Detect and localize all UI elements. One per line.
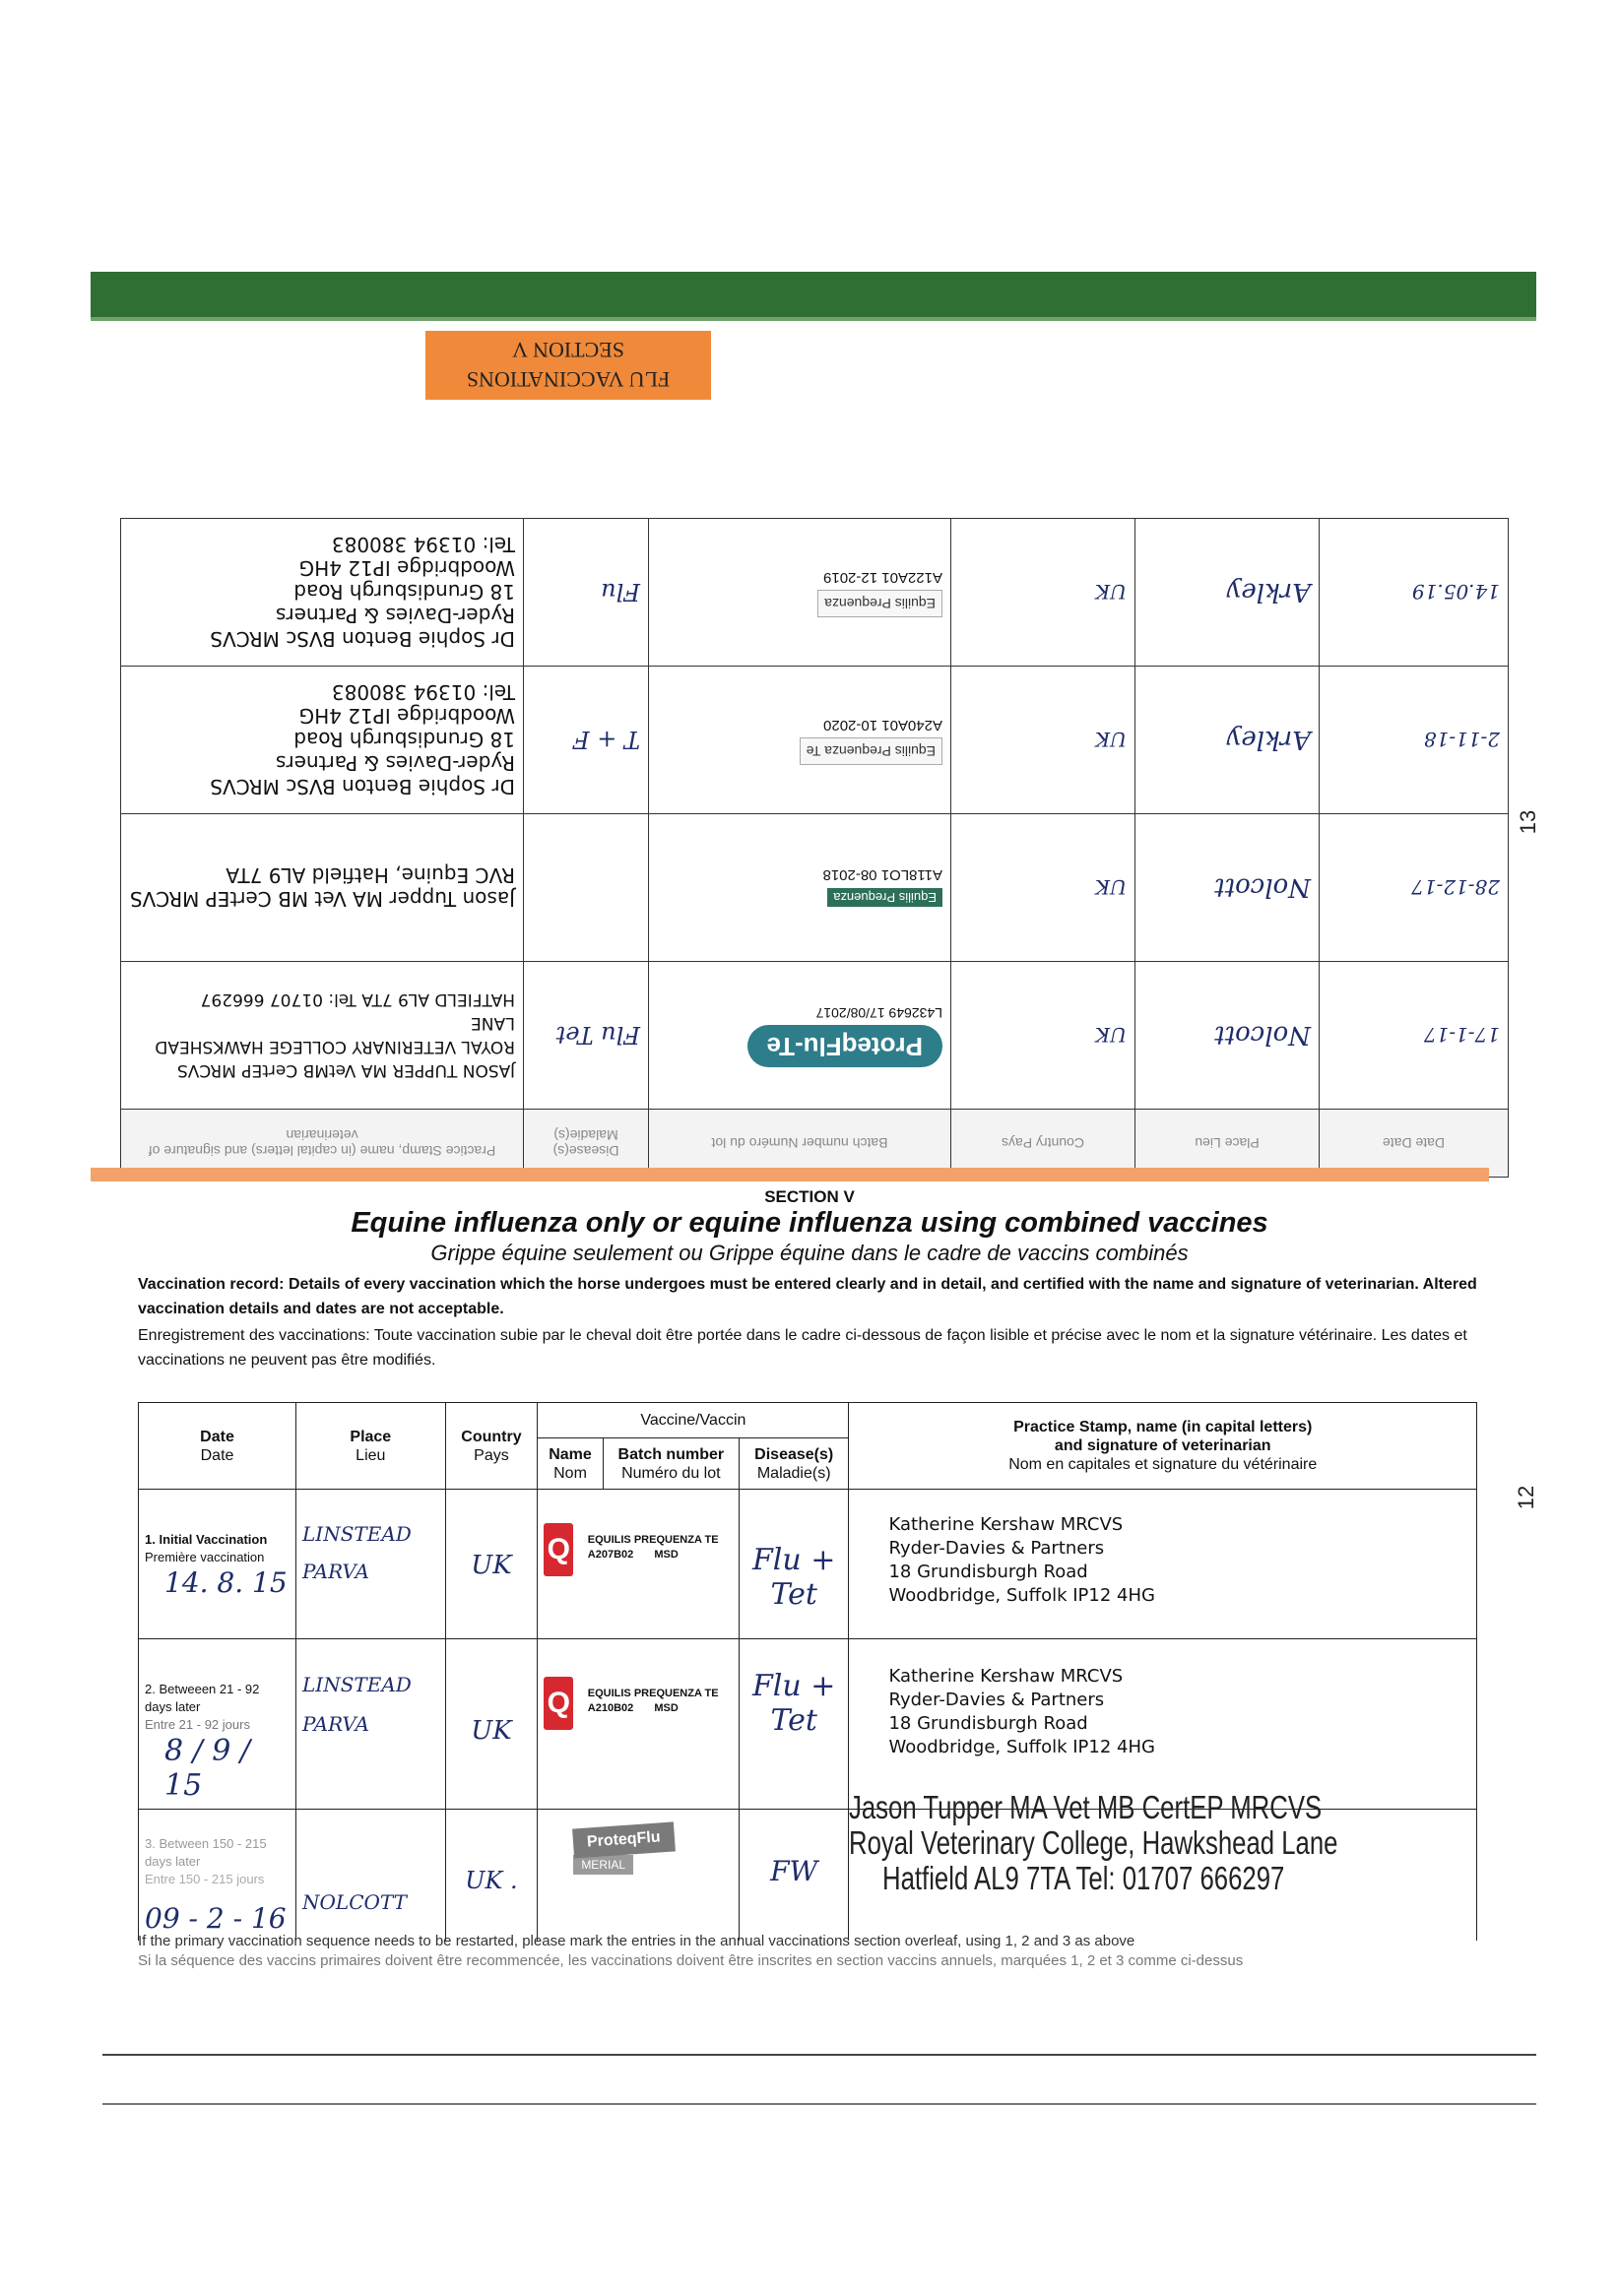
stamp-line: Dr Sophie Benton BVSc MRCVS xyxy=(210,775,515,799)
stamp-line: Ryder-Davies & Partners xyxy=(888,1538,1105,1559)
vet-stamp xyxy=(121,814,524,962)
row-country: UK . xyxy=(445,1810,538,1942)
row-date: 28-12-17 xyxy=(1320,814,1509,962)
stamp-line: Tel: 01394 380083 xyxy=(331,680,515,705)
stamp-line: Tel: 01394 380083 xyxy=(331,533,515,557)
stamp-line: Woodbridge IP12 4HG xyxy=(298,556,515,581)
row-place: Nolcott xyxy=(1135,962,1320,1110)
vaccine-q-icon: Q xyxy=(544,1523,573,1576)
row-country: UK xyxy=(445,1639,538,1810)
page-number-12: 12 xyxy=(1514,1485,1539,1510)
row-country: UK xyxy=(951,519,1135,667)
bottom-rule-1 xyxy=(102,2054,1536,2056)
row-date: 14.05.19 xyxy=(1320,519,1509,667)
batch-number: A207B02 xyxy=(587,1549,634,1561)
vaccine-label: ProteqFlu-Te xyxy=(747,1026,942,1068)
table-row xyxy=(121,667,1509,814)
row-place: Nolcott xyxy=(1135,814,1320,962)
batch-number: A122A01 12-2019 xyxy=(823,569,942,586)
footnote-fr: Si la séquence des vaccins primaires doivent être recommencée, les vaccinations doivent être inscrites en section vaccins annuels, marquées 1, 2 et 3 comme ci-dessus xyxy=(138,1952,1244,1969)
row-date: 17-1-17 xyxy=(1320,962,1509,1110)
flu-vaccinations-flag: FLU VACCINATIONS SECTION V xyxy=(425,331,711,400)
stamp-line: Katherine Kershaw MRCVS xyxy=(888,1666,1124,1687)
header-disease: Disease(s) Maladie(s) xyxy=(739,1438,849,1490)
row-label-en: 3. Between 150 - 215 days later xyxy=(145,1836,267,1869)
table-row xyxy=(121,814,1509,962)
section-title-en: Equine influenza only or equine influenza using combined vaccines xyxy=(351,1207,1268,1239)
section-title-fr: Grippe équine seulement ou Grippe équine dans le cadre de vaccins combinés xyxy=(430,1241,1189,1265)
stamp-line: Jason Tupper MA Vet MB CertEP MRCVS xyxy=(129,887,515,912)
header-vaccine: Vaccine/Vaccin xyxy=(538,1403,849,1438)
vet-stamp xyxy=(121,962,524,1110)
row-vaccine xyxy=(649,667,951,814)
table-row xyxy=(139,1490,1477,1639)
row-vaccine xyxy=(538,1490,740,1639)
table-row xyxy=(139,1810,1477,1942)
header-country: Country Pays xyxy=(951,1110,1135,1178)
stamp-line: Hatfield AL9 7TA Tel: 01707 666297 xyxy=(882,1860,1285,1896)
stamp-line: RVC Equine, Hatfield AL9 7TA xyxy=(226,863,515,888)
row-label-fr: Entre 150 - 215 jours xyxy=(145,1872,265,1886)
row-country: UK xyxy=(951,667,1135,814)
row-vaccine xyxy=(649,519,951,667)
vet-stamp xyxy=(849,1639,1477,1810)
row-disease: Flu + Tet xyxy=(739,1639,849,1810)
row-place: LINSTEAD PARVA xyxy=(296,1639,446,1810)
flu-vaccinations-page-13 xyxy=(91,321,1538,1178)
row-disease: Flu + Tet xyxy=(739,1490,849,1639)
vaccine-brand: MSD xyxy=(654,1702,679,1714)
stamp-line: ROYAL VETERINARY COLLEGE HAWKSHEAD LANE xyxy=(155,1013,515,1057)
row-vaccine xyxy=(649,814,951,962)
table-row xyxy=(139,1639,1477,1810)
stamp-line: Jason Tupper MA Vet MB CertEP MRCVS xyxy=(849,1789,1323,1825)
batch-number: A240A01 10-2020 xyxy=(823,717,942,733)
stamp-line: HATFIELD AL9 7TA Tel: 01707 666297 xyxy=(200,989,515,1010)
date-value: 14. 8. 15 xyxy=(164,1566,288,1599)
stamp-line: 18 Grundisburgh Road xyxy=(293,728,515,752)
orange-divider xyxy=(91,1168,1489,1181)
row-country: UK xyxy=(445,1490,538,1639)
header-name: Name Nom xyxy=(538,1438,603,1490)
row-label-en: 2. Betweeen 21 - 92 days later xyxy=(145,1682,260,1714)
top-green-bar xyxy=(91,272,1536,321)
header-stamp: Practice Stamp, name (in capital letters) and signature of veterinarian Nom en capitales et signature du vétérinaire xyxy=(849,1403,1477,1490)
table-row xyxy=(121,962,1509,1110)
row-place: Arkley xyxy=(1135,519,1320,667)
header-country: Country Pays xyxy=(445,1403,538,1490)
primary-vaccinations-table xyxy=(138,1402,1477,1941)
row-place: NOLCOTT xyxy=(296,1810,446,1942)
vaccine-name: ProteqFlu xyxy=(572,1821,676,1858)
row-country: UK xyxy=(951,814,1135,962)
header-place: Place Lieu xyxy=(1135,1110,1320,1178)
row-label-fr: Première vaccination xyxy=(145,1550,265,1564)
vaccine-brand: MSD xyxy=(654,1549,679,1561)
stamp-line: Woodbridge, Suffolk IP12 4HG xyxy=(888,1585,1155,1606)
header-date: Date Date xyxy=(139,1403,296,1490)
vet-stamp xyxy=(849,1789,1477,1942)
stamp-line: Woodbridge, Suffolk IP12 4HG xyxy=(888,1737,1155,1757)
stamp-line: Ryder-Davies & Partners xyxy=(276,604,515,628)
row-date xyxy=(139,1490,296,1639)
row-disease: Flu Tet xyxy=(524,962,649,1110)
row-place: Arkley xyxy=(1135,667,1320,814)
header-batch: Batch number Numéro du lot xyxy=(649,1110,951,1178)
row-disease: T + F xyxy=(524,667,649,814)
page-number-13: 13 xyxy=(1516,809,1541,835)
row-vaccine xyxy=(538,1810,740,1942)
row-vaccine xyxy=(538,1639,740,1810)
stamp-line: 18 Grundisburgh Road xyxy=(888,1562,1088,1582)
row-date xyxy=(139,1639,296,1810)
intro-fr: Enregistrement des vaccinations: Toute vaccination subie par le cheval doit être portée dans le cadre ci-dessous de façon lisible et précise avec le nom et la signature vétérinaire. Les dates et vaccinations ne peuvent pas être modifiés. xyxy=(138,1327,1467,1369)
stamp-line: Woodbridge IP12 4HG xyxy=(298,704,515,729)
vaccine-label: Equilis Prequenza Te xyxy=(800,737,942,765)
stamp-line: JASON TUPPER MA VetMB CertEP MRCVS xyxy=(176,1060,515,1081)
vaccine-name: EQUILIS PREQUENZA TE xyxy=(587,1688,719,1699)
stamp-line: Ryder-Davies & Partners xyxy=(276,751,515,776)
vet-stamp xyxy=(121,519,524,667)
bottom-rule-2 xyxy=(102,2103,1536,2105)
row-vaccine xyxy=(649,962,951,1110)
vaccine-name: EQUILIS PREQUENZA TE xyxy=(587,1534,719,1546)
row-country: UK xyxy=(951,962,1135,1110)
vet-stamp xyxy=(121,667,524,814)
row-disease xyxy=(524,814,649,962)
date-value: 09 - 2 - 16 xyxy=(145,1902,287,1935)
batch-number: A210B02 xyxy=(587,1702,634,1714)
stamp-line: 18 Grundisburgh Road xyxy=(293,580,515,605)
batch-number: MERIAL xyxy=(573,1855,633,1875)
stamp-line: 18 Grundisburgh Road xyxy=(888,1713,1088,1734)
header-disease: Disease(s) Maladie(s) xyxy=(524,1110,649,1178)
row-place: LINSTEAD PARVA xyxy=(296,1490,446,1639)
date-value: 8 / 9 / 15 xyxy=(164,1734,250,1803)
vet-stamp xyxy=(849,1490,1477,1639)
stamp-line: Katherine Kershaw MRCVS xyxy=(888,1514,1124,1535)
footnote-en: If the primary vaccination sequence needs to be restarted, please mark the entries in the annual vaccinations section overleaf, using 1, 2 and 3 as above xyxy=(138,1933,1135,1949)
table-row xyxy=(121,519,1509,667)
vaccine-q-icon: Q xyxy=(544,1677,573,1730)
row-label-fr: Entre 21 - 92 jours xyxy=(145,1717,250,1732)
header-place: Place Lieu xyxy=(296,1403,446,1490)
header-stamp: Practice Stamp, name (in capital letters) and signature of veterinarian xyxy=(121,1110,524,1178)
header-date: Date Date xyxy=(1320,1110,1509,1178)
row-label-en: 1. Initial Vaccination xyxy=(145,1532,268,1547)
row-disease: Flu xyxy=(524,519,649,667)
vaccine-label: Equilis Prequenza xyxy=(827,889,942,908)
intro-en: Vaccination record: Details of every vaccination which the horse undergoes must be entered clearly and in detail, and certified with the name and signature of veterinarian. Altered vaccination details and dates are not acceptable. xyxy=(138,1276,1477,1317)
header-batch: Batch number Numéro du lot xyxy=(603,1438,739,1490)
stamp-line: Ryder-Davies & Partners xyxy=(888,1690,1105,1710)
batch-number: A118LO1 08-2018 xyxy=(822,866,942,884)
vaccine-label: Equilis Prequenza xyxy=(817,590,942,617)
row-disease: FW xyxy=(739,1810,849,1942)
row-date: 2-11-18 xyxy=(1320,667,1509,814)
batch-number: L432649 17/08/2017 xyxy=(815,1005,942,1022)
stamp-line: Royal Veterinary College, Hawkshead Lane xyxy=(849,1824,1338,1861)
annual-vaccinations-table xyxy=(120,518,1509,1178)
stamp-line: Dr Sophie Benton BVSc MRCVS xyxy=(210,627,515,652)
row-date xyxy=(139,1810,296,1942)
section-label: SECTION V xyxy=(764,1187,855,1206)
